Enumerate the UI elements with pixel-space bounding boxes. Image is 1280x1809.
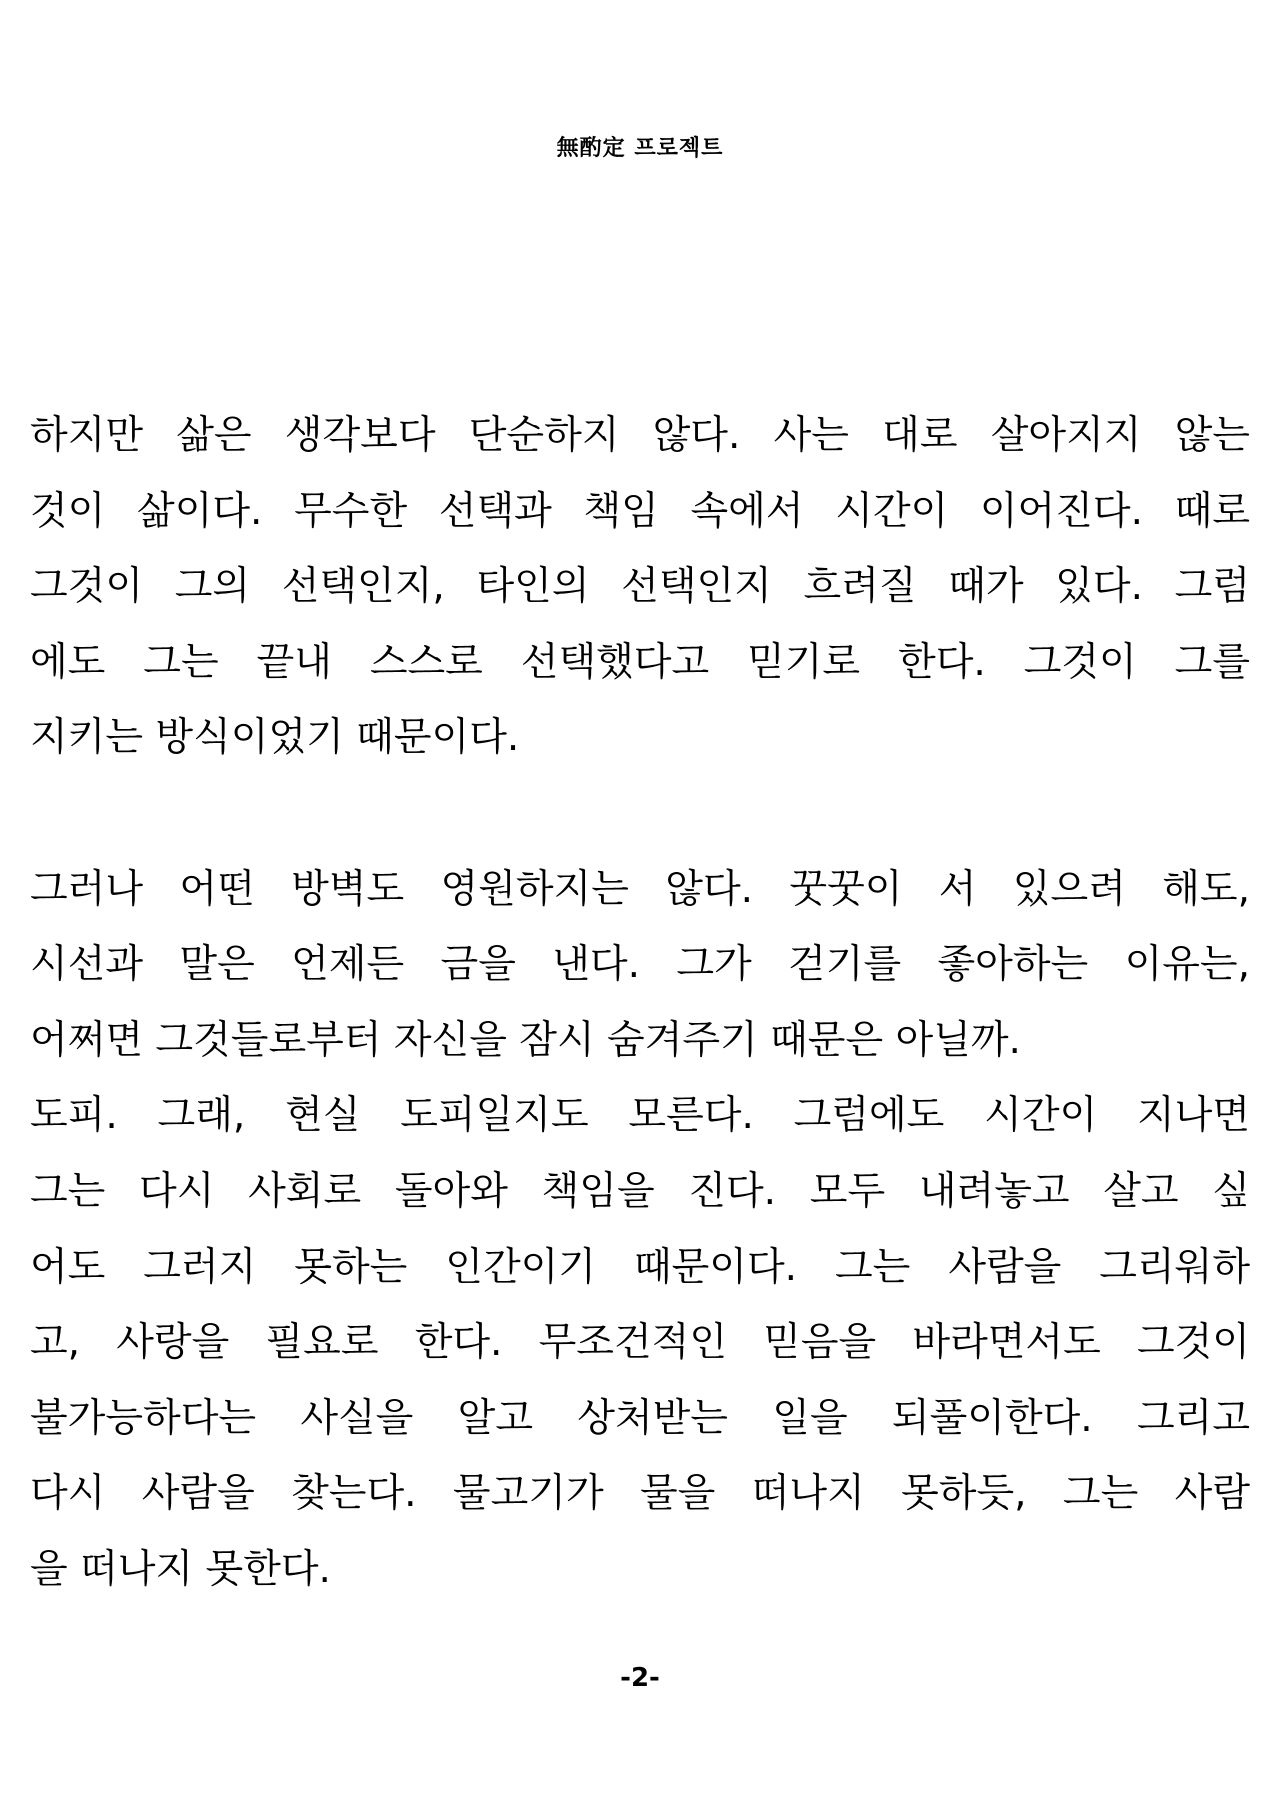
paragraph: [30, 1078, 1250, 1607]
text-line: 어쩌면 그것들로부터 자신을 잠시 숨겨주기 때문은 아닐까.: [30, 1017, 1021, 1063]
text-line: 시선과 말은 언제든 금을 낸다. 그가 걷기를 좋아하는 이유는,: [30, 942, 1250, 988]
text-line: 도피. 그래, 현실 도피일지도 모른다. 그럼에도 시간이 지나면: [30, 1093, 1250, 1139]
text-line: 그는 다시 사회로 돌아와 책임을 진다. 모두 내려놓고 살고 싶: [30, 1168, 1250, 1214]
text-line: 것이 삶이다. 무수한 선택과 책임 속에서 시간이 이어진다. 때로: [30, 488, 1250, 534]
paragraph: [30, 398, 1250, 776]
text-line: 불가능하다는 사실을 알고 상처받는 일을 되풀이한다. 그리고: [30, 1395, 1250, 1441]
text-line: 지키는 방식이었기 때문이다.: [30, 715, 520, 761]
document-body: [30, 398, 1250, 1608]
text-line: 고, 사랑을 필요로 한다. 무조건적인 믿음을 바라면서도 그것이: [30, 1320, 1250, 1366]
text-line: 다시 사람을 찾는다. 물고기가 물을 떠나지 못하듯, 그는 사람: [30, 1471, 1250, 1517]
text-line: 그것이 그의 선택인지, 타인의 선택인지 흐려질 때가 있다. 그럼: [30, 564, 1250, 610]
text-line: 그러나 어떤 방벽도 영원하지는 않다. 꿋꿋이 서 있으려 해도,: [30, 866, 1250, 912]
text-line: 을 떠나지 못한다.: [30, 1546, 331, 1592]
text-line: 에도 그는 끝내 스스로 선택했다고 믿기로 한다. 그것이 그를: [30, 639, 1250, 685]
paragraph-spacer: [30, 776, 1250, 852]
text-line: 하지만 삶은 생각보다 단순하지 않다. 사는 대로 살아지지 않는: [30, 413, 1250, 458]
page-number: -2-: [620, 1663, 660, 1693]
text-line: 어도 그러지 못하는 인간이기 때문이다. 그는 사람을 그리워하: [30, 1244, 1250, 1290]
page-header-title: 無酌定 프로젝트: [556, 136, 724, 161]
paragraph: [30, 852, 1250, 1079]
